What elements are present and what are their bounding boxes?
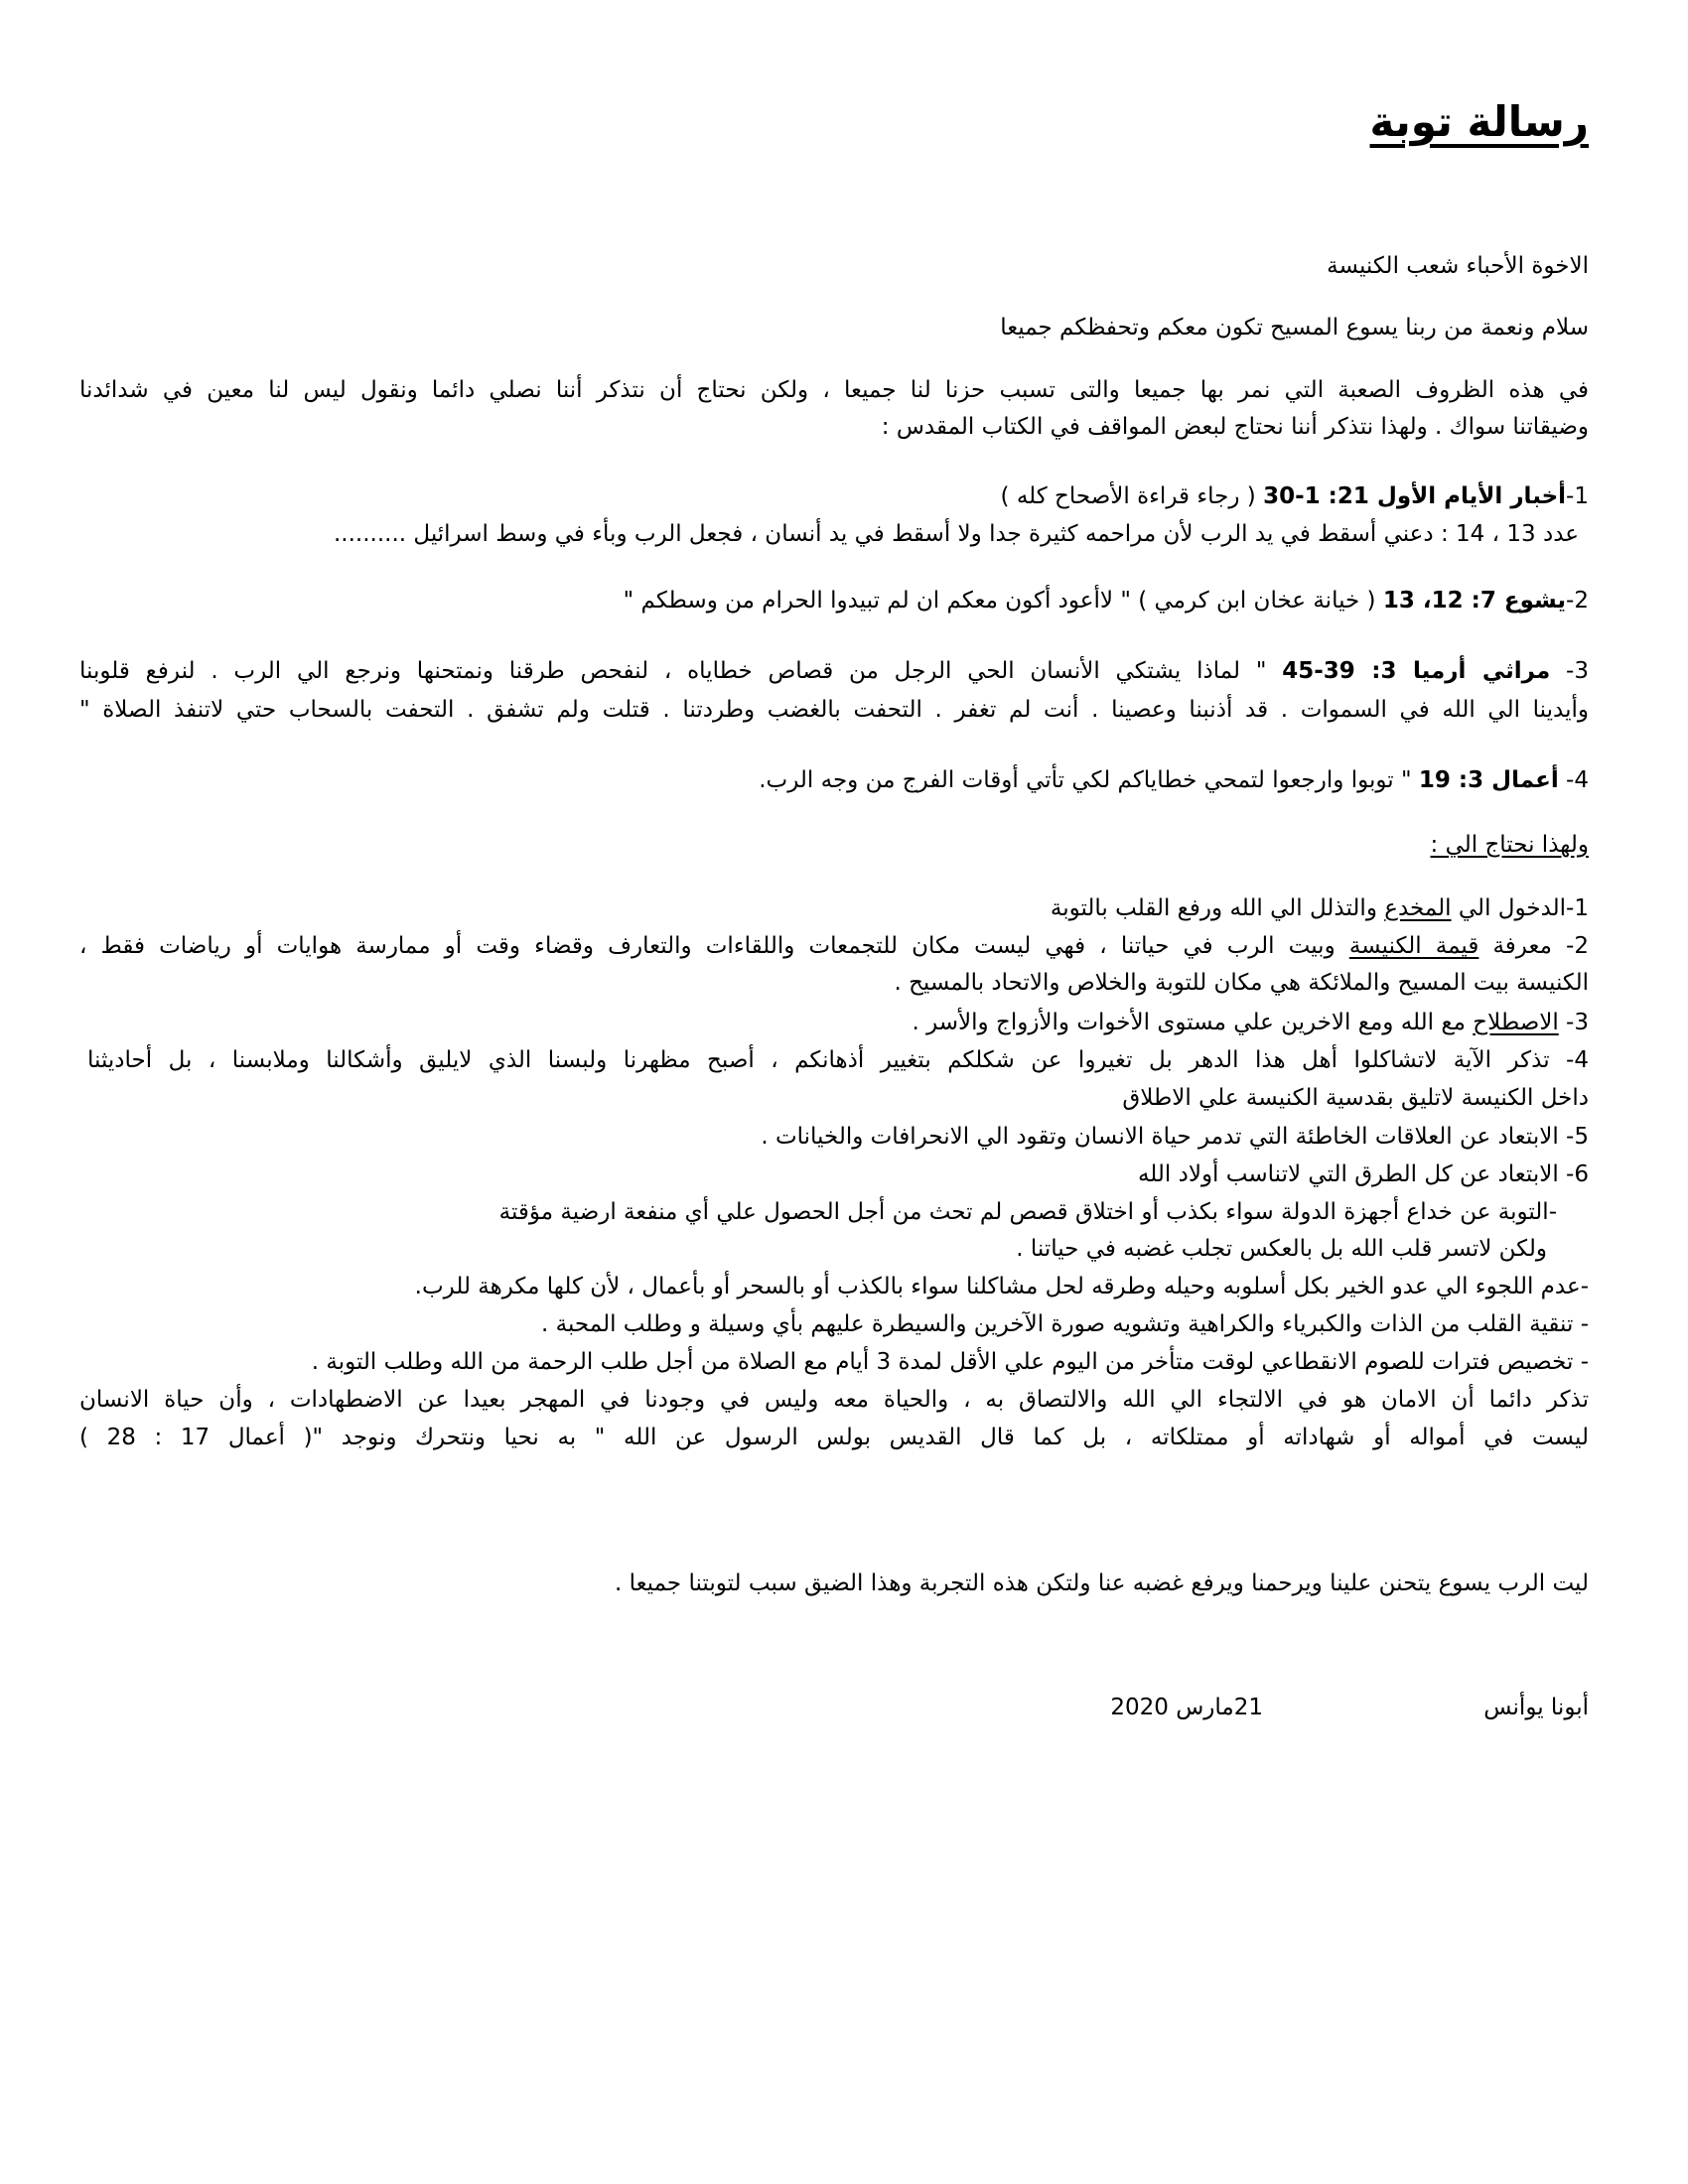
need-text: والتذلل الي الله ورفع القلب بالتوبة xyxy=(1050,895,1385,921)
need-6-item-a: -التوبة عن خداع أجهزة الدولة سواء بكذب أو اختلاق قصص لم تحث من أجل الحصول علي أي منفعة ارضية مؤقتة xyxy=(498,1199,1557,1225)
passage-text: ( خيانة عخان ابن كرمي ) " لاأعود أكون معكم ان لم تبيدوا الحرام من وسطكم " xyxy=(623,588,1383,614)
passage-number: 1- xyxy=(1566,483,1589,509)
need-text: 3- xyxy=(1558,1010,1589,1035)
needs-heading: ولهذا نحتاج الي : xyxy=(1430,832,1589,858)
need-2 xyxy=(79,928,1589,964)
passage-1-detail: عدد 13 ، 14 : دعني أسقط في يد الرب لأن مراحمه كثيرة جدا ولا أسقط في يد أنسان ، فجعل الرب وبأء في وسط اسرائيل .......... xyxy=(333,521,1579,547)
intro-line-2: وضيقاتنا سواك . ولهذا نتذكر أننا نحتاج لبعض المواقف في الكتاب المقدس : xyxy=(881,414,1589,440)
passage-number: 2- xyxy=(1566,588,1589,614)
passage-4 xyxy=(759,762,1589,798)
need-text: 2- معرفة xyxy=(1478,933,1589,959)
need-1 xyxy=(1051,890,1589,926)
need-keyword: قيمة الكنيسة xyxy=(1348,933,1479,959)
need-2-detail: الكنيسة بيت المسيح والملائكة هي مكان للتوبة والخلاص والاتحاد بالمسيح . xyxy=(894,970,1589,996)
passage-reference: مراثي أرميا 3: 39-45 xyxy=(1282,658,1551,684)
passage-number: 4- xyxy=(1558,767,1589,793)
letter-page xyxy=(79,0,1589,2184)
page-title: رسالة توبة xyxy=(1369,97,1589,146)
need-text: وبيت الرب في حياتنا ، فهي ليست مكان للتجمعات واللقاءات والتعارف وقضاء وقت أو ممارسة هوايات أو رياضات فقط ، xyxy=(79,933,1349,959)
need-6-item-d: - تخصيص فترات للصوم الانقطاعي لوقت متأخر من اليوم علي الأقل لمدة 3 أيام مع الصلاة من أجل طلب الرحمة من الله وطلب التوبة . xyxy=(311,1349,1589,1375)
passage-3-detail: وأيدينا الي الله في السموات . قد أذنبنا وعصينا . أنت لم تغفر . التحفت بالغضب وطردتنا . قتلت ولم تشفق . التحفت بالسحاب حتي لاتنفذ الصلاة " xyxy=(79,697,1589,723)
need-4-detail: داخل الكنيسة لاتليق بقدسية الكنيسة علي الاطلاق xyxy=(1122,1085,1589,1111)
passage-reference: أعمال 3: 19 xyxy=(1418,767,1559,793)
need-text: 1-الدخول الي xyxy=(1451,895,1589,921)
passage-text: " لماذا يشتكي الأنسان الحي الرجل من قصاص خطاياه ، لنفحص طرقنا ونمتحنها ونرجع الي الرب . لنرفع قلوبنا xyxy=(79,658,1283,684)
salutation: سلام ونعمة من ربنا يسوع المسيح تكون معكم وتحفظكم جميعا xyxy=(1000,315,1589,341)
signature: أبونا يوأنس xyxy=(1483,1695,1589,1720)
need-6-item-c: - تنقية القلب من الذات والكبرياء والكراهية وتشويه صورة الآخرين والسيطرة عليهم بأي وسيلة و وطلب المحبة . xyxy=(541,1311,1589,1337)
passage-reference: أخبار الأيام الأول 21: 1-30 xyxy=(1263,483,1567,509)
need-4: 4- تذكر الآية لاتشاكلوا أهل هذا الدهر بل تغيروا عن شكلكم بتغيير أذهانكم ، أصبح مظهرنا ولبسنا الذي لايليق وأشكالنا وملابسنا ، بل أحاديثنا xyxy=(87,1047,1589,1073)
remember-line-1: تذكر دائما أن الامان هو في الالتجاء الي الله والالتصاق به ، والحياة معه وليس في وجودنا في المهجر بعيدا عن الاضطهادات ، وأن حياة الانسان xyxy=(79,1387,1589,1413)
need-keyword: الاصطلاح xyxy=(1473,1010,1559,1035)
passage-text: ( رجاء قراءة الأصحاح كله ) xyxy=(1000,483,1264,509)
greeting: الاخوة الأحباء شعب الكنيسة xyxy=(1327,253,1589,279)
need-text: مع الله ومع الاخرين علي مستوى الأخوات والأزواج والأسر . xyxy=(912,1010,1474,1035)
need-5: 5- الابتعاد عن العلاقات الخاطئة التي تدمر حياة الانسان وتقود الي الانحرافات والخيانات . xyxy=(761,1124,1589,1150)
remember-line-2: ليست في أمواله أو شهاداته أو ممتلكاته ، بل كما قال القديس بولس الرسول عن الله " به نحيا ونتحرك ونوجد "( أعمال 17 : 28 ) xyxy=(79,1425,1589,1450)
need-6-item-a-cont: ولكن لاتسر قلب الله بل بالعكس تجلب غضبه في حياتنا . xyxy=(1016,1236,1547,1262)
passage-3 xyxy=(79,653,1589,689)
letter-date: 21مارس 2020 xyxy=(1110,1695,1263,1720)
passage-text: " توبوا وارجعوا لتمحي خطاياكم لكي تأتي أوقات الفرج من وجه الرب. xyxy=(759,767,1419,793)
need-6-item-b: -عدم اللجوء الي عدو الخير بكل أسلوبه وحيله وطرقه لحل مشاكلنا سواء بالكذب أو بالسحر أو بأعمال ، لأن كلها مكرهة للرب. xyxy=(414,1274,1589,1299)
need-keyword: المخدع xyxy=(1384,895,1452,921)
passage-1 xyxy=(1001,478,1589,514)
closing-prayer: ليت الرب يسوع يتحنن علينا ويرحمنا ويرفع غضبه عنا ولتكن هذه التجربة وهذا الضيق سبب لتوبتنا جميعا . xyxy=(614,1570,1589,1596)
passage-2 xyxy=(624,583,1589,618)
passage-number: 3- xyxy=(1550,658,1589,684)
intro-line-1: في هذه الظروف الصعبة التي نمر بها جميعا والتى تسبب حزنا لنا جميعا ، ولكن نحتاج أن نتذكر أننا نصلي دائما ونقول ليس لنا معين في شدائدنا xyxy=(79,377,1589,403)
need-6: 6- الابتعاد عن كل الطرق التي لاتناسب أولاد الله xyxy=(1137,1161,1589,1187)
passage-reference: يشوع 7: 12، 13 xyxy=(1382,588,1567,614)
need-3 xyxy=(912,1005,1589,1040)
